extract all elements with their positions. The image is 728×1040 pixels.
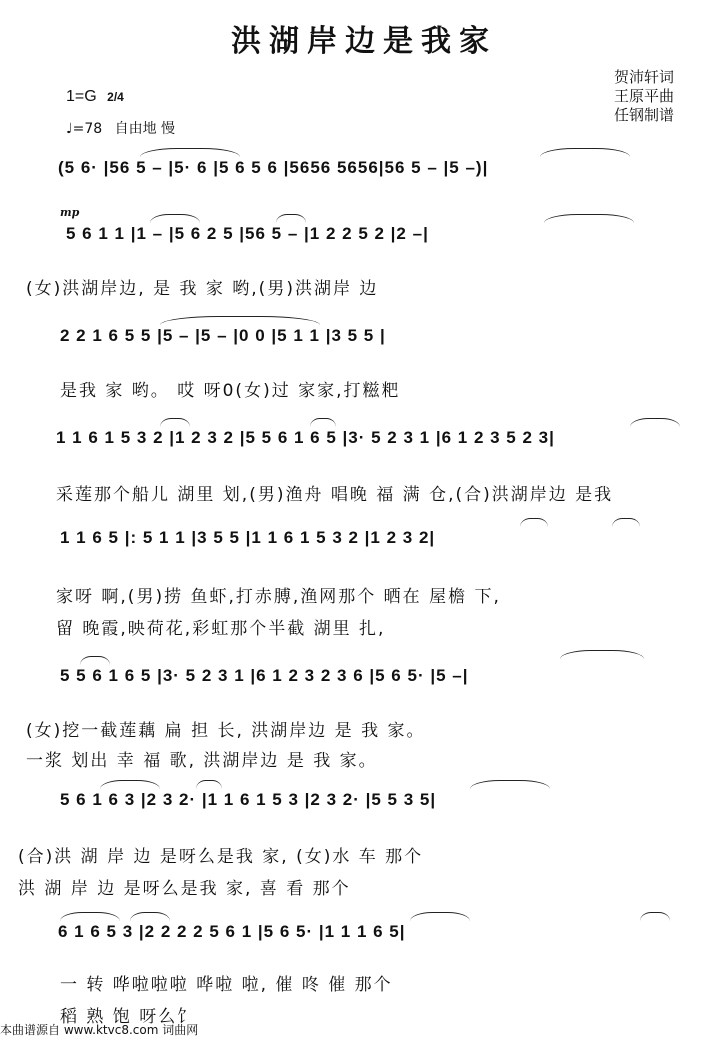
key-signature [66, 88, 124, 106]
system-1-notes: (5 6· |56 5 – |5· 6 |5 6 5 6 |5656 5656|56 5 – |5 –)| [58, 158, 489, 177]
system-3-lyrics: 是我 家 哟。 哎 呀0(女)过 家家,打糍粑 [60, 381, 401, 401]
page-title: 洪湖岸边是我家 [231, 24, 497, 59]
tempo-marking [66, 118, 175, 138]
slur [276, 214, 306, 223]
slur [612, 518, 640, 527]
system-2-notes: 5 6 1 1 |1 – |5 6 2 5 |56 5 – |1 2 2 5 2 |2 –| [66, 224, 429, 243]
slur [60, 912, 120, 921]
lyricist: 贺沛轩词 [613, 68, 674, 86]
slur [640, 912, 670, 921]
slur [100, 780, 160, 789]
system-6-notes: 5 5 6 1 6 5 |3· 5 2 3 1 |6 1 2 3 2 3 6 |5 6 5· |5 –| [60, 666, 469, 685]
system-4-lyrics: 采莲那个船儿 湖里 划,(男)渔舟 唱晚 福 满 仓,(合)洪湖岸边 是我 [56, 485, 614, 505]
system-5-lyrics-verse-2: 留 晚霞,映荷花,彩虹那个半截 湖里 扎, [56, 619, 386, 639]
system-2-lyrics: (女)洪湖岸边, 是 我 家 哟,(男)洪湖岸 边 [26, 279, 379, 299]
slur [410, 912, 470, 921]
system-4-notes: 1 1 6 1 5 3 2 |1 2 3 2 |5 5 6 1 6 5 |3· 5 2 3 1 |6 1 2 3 5 2 3| [56, 428, 555, 447]
slur [196, 780, 222, 789]
slur [630, 418, 680, 427]
slur [160, 418, 190, 427]
arranger: 任钢制谱 [613, 106, 674, 124]
slur [130, 912, 170, 921]
slur [160, 316, 320, 325]
system-7-lyrics-verse-1: (合)洪 湖 岸 边 是呀么是我 家, (女)水 车 那个 [18, 847, 424, 867]
system-7-notes: 5 6 1 6 3 |2 3 2· |1 1 6 1 5 3 |2 3 2· |5 5 3 5| [60, 790, 437, 809]
slur [80, 656, 110, 665]
system-5-notes: 1 1 6 5 |: 5 1 1 |3 5 5 |1 1 6 1 5 3 2 |1 2 3 2| [60, 528, 436, 547]
system-5-lyrics-verse-1: 家呀 啊,(男)捞 鱼虾,打赤膊,渔网那个 晒在 屋檐 下, [56, 587, 501, 607]
system-7-lyrics-verse-2: 洪 湖 岸 边 是呀么是我 家, 喜 看 那个 [18, 879, 351, 899]
time-signature: 2/4 [107, 90, 124, 104]
slur [470, 780, 550, 789]
tie [140, 148, 240, 157]
key-label: 1=G [66, 88, 97, 105]
system-8-lyrics-verse-1: 一 转 哗啦啦啦 哗啦 啦, 催 咚 催 那个 [60, 975, 393, 995]
system-8-lyrics-verse-2: 稻 熟 饱 呀么饣 [60, 1007, 197, 1027]
slur [560, 650, 644, 659]
system-6-lyrics-verse-1: (女)挖一截莲藕 扁 担 长, 洪湖岸边 是 我 家。 [26, 721, 426, 741]
dynamic-mark: mp [60, 206, 80, 219]
slur [310, 418, 336, 427]
system-8-notes: 6 1 6 5 3 |2 2 2 2 5 6 1 |5 6 5· |1 1 1 6 5| [58, 922, 406, 941]
tempo-value: ♩=78 [66, 121, 103, 137]
expression-text: 自由地 慢 [114, 121, 176, 137]
system-6-lyrics-verse-2: 一浆 划出 幸 福 歌, 洪湖岸边 是 我 家。 [26, 751, 378, 771]
credits [614, 68, 674, 125]
composer: 王原平曲 [613, 87, 674, 105]
slur [544, 214, 634, 223]
slur [150, 214, 200, 223]
system-3-notes: 2 2 1 6 5 5 |5 – |5 – |0 0 |5 1 1 |3 5 5 | [60, 326, 386, 345]
source-watermark: 本曲谱源自 www.ktvc8.com 词曲网 [0, 1023, 199, 1037]
slur [520, 518, 548, 527]
tie [540, 148, 630, 157]
